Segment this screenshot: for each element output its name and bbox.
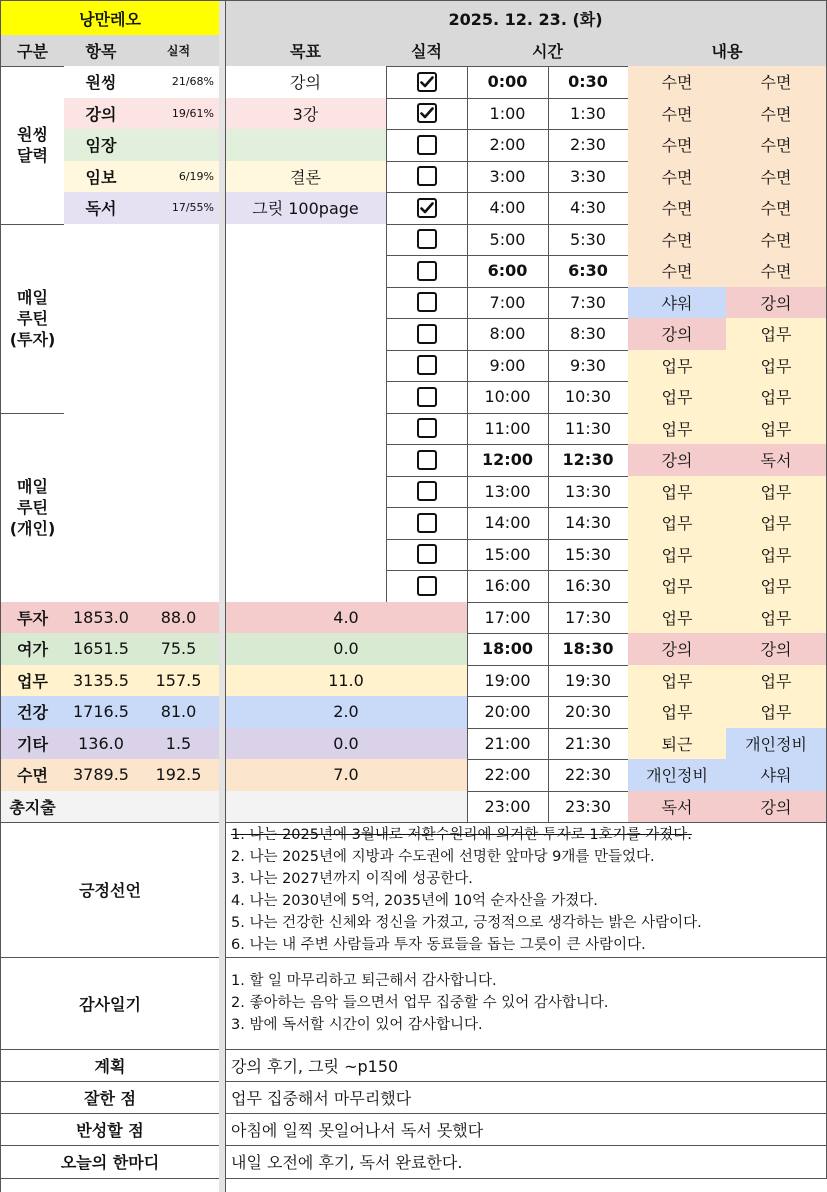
time-start: 14:00 (467, 507, 549, 540)
activity-first-half: 샤워 (628, 287, 727, 320)
activity-first-half: 업무 (628, 507, 727, 540)
time-end: 21:30 (548, 728, 629, 761)
task-rate (138, 287, 220, 320)
summary-actual: 192.5 (138, 759, 220, 792)
summary-actual: 1.5 (138, 728, 220, 761)
activity-second-half: 수면 (726, 192, 827, 225)
task-item (64, 255, 139, 288)
task-item: 임보 (64, 161, 139, 194)
checkbox-unchecked[interactable] (417, 513, 437, 533)
good-points-label: 잘한 점 (1, 1081, 220, 1114)
activity-first-half: 수면 (628, 66, 727, 99)
task-item (64, 224, 139, 257)
task-rate (138, 507, 220, 540)
summary-actual: 81.0 (138, 696, 220, 729)
time-end: 14:30 (548, 507, 629, 540)
time-end: 18:30 (548, 633, 629, 666)
activity-second-half: 독서 (726, 444, 827, 477)
task-goal (225, 476, 387, 509)
time-start: 21:00 (467, 728, 549, 761)
summary-goal: 0.0 (225, 633, 468, 666)
task-check-cell (386, 287, 468, 320)
task-rate (138, 350, 220, 383)
checkbox-checked[interactable] (417, 103, 437, 123)
activity-second-half: 강의 (726, 633, 827, 666)
checkbox-unchecked[interactable] (417, 418, 437, 438)
activity-first-half: 업무 (628, 570, 727, 603)
task-check-cell (386, 98, 468, 131)
summary-goal: 2.0 (225, 696, 468, 729)
activity-first-half: 업무 (628, 696, 727, 729)
activity-second-half: 수면 (726, 255, 827, 288)
header-content: 내용 (628, 35, 827, 67)
summary-actual (138, 791, 220, 824)
time-end: 10:30 (548, 381, 629, 414)
summary-total: 1716.5 (64, 696, 139, 729)
checkbox-unchecked[interactable] (417, 135, 437, 155)
activity-first-half: 퇴근 (628, 728, 727, 761)
affirmations-line: 5. 나는 건강한 신체와 정신을 가졌고, 긍정적으로 생각하는 밝은 사람이다. (231, 914, 702, 931)
frame-border (225, 0, 226, 1192)
task-rate (138, 318, 220, 351)
time-start: 2:00 (467, 129, 549, 162)
time-end: 6:30 (548, 255, 629, 288)
task-check-cell (386, 318, 468, 351)
affirmations-content (225, 822, 827, 958)
time-start: 0:00 (467, 66, 549, 99)
plan-label: 계획 (1, 1049, 220, 1082)
time-start: 16:00 (467, 570, 549, 603)
header-goal: 목표 (225, 35, 387, 67)
summary-total: 3789.5 (64, 759, 139, 792)
task-goal (225, 570, 387, 603)
task-rate (138, 381, 220, 414)
time-start: 20:00 (467, 696, 549, 729)
word-of-day-content: 내일 오전에 후기, 독서 완료한다. (225, 1145, 827, 1179)
time-start: 1:00 (467, 98, 549, 131)
task-item (64, 413, 139, 446)
task-item (64, 476, 139, 509)
activity-second-half: 수면 (726, 224, 827, 257)
time-end: 4:30 (548, 192, 629, 225)
task-goal (225, 381, 387, 414)
time-start: 5:00 (467, 224, 549, 257)
time-end: 9:30 (548, 350, 629, 383)
time-end: 19:30 (548, 665, 629, 698)
checkbox-unchecked[interactable] (417, 355, 437, 375)
activity-second-half: 업무 (726, 318, 827, 351)
checkbox-unchecked[interactable] (417, 292, 437, 312)
activity-second-half: 업무 (726, 602, 827, 635)
activity-second-half: 강의 (726, 791, 827, 824)
planner-date: 2025. 12. 23. (화) (225, 1, 827, 36)
affirmations-line: 6. 나는 내 주변 사람들과 투자 동료들을 돕는 그릇이 큰 사람이다. (231, 936, 646, 953)
activity-second-half: 업무 (726, 507, 827, 540)
reflection-content: 아침에 일찍 못일어나서 독서 못했다 (225, 1113, 827, 1146)
time-start: 18:00 (467, 633, 549, 666)
summary-actual: 157.5 (138, 665, 220, 698)
activity-second-half: 수면 (726, 98, 827, 131)
task-item (64, 539, 139, 572)
summary-label: 건강 (1, 696, 65, 729)
task-check-cell (386, 66, 468, 99)
frame-border (0, 0, 1, 1192)
checkbox-unchecked[interactable] (417, 576, 437, 596)
time-start: 23:00 (467, 791, 549, 824)
header-actual: 실적 (138, 35, 220, 67)
gratitude-journal-line: 2. 좋아하는 음악 들으면서 업무 집중할 수 있어 감사합니다. (231, 995, 609, 1011)
checkbox-checked[interactable] (417, 198, 437, 218)
summary-total: 3135.5 (64, 665, 139, 698)
affirmations-line: 1. 나는 2025년에 3월내로 저환수원리에 의거한 투자로 1호기를 가졌다. (231, 826, 692, 843)
task-goal: 결론 (225, 161, 387, 194)
checkbox-unchecked[interactable] (417, 166, 437, 186)
task-rate: 21/68% (138, 66, 220, 99)
activity-second-half: 업무 (726, 570, 827, 603)
activity-first-half: 업무 (628, 413, 727, 446)
summary-total (64, 791, 139, 824)
activity-second-half: 업무 (726, 381, 827, 414)
time-end: 13:30 (548, 476, 629, 509)
summary-goal: 0.0 (225, 728, 468, 761)
task-check-cell (386, 570, 468, 603)
activity-second-half: 수면 (726, 66, 827, 99)
time-start: 11:00 (467, 413, 549, 446)
task-rate: 19/61% (138, 98, 220, 131)
check-icon (420, 107, 434, 119)
activity-first-half: 수면 (628, 192, 727, 225)
header-done: 실적 (386, 35, 468, 67)
task-rate (138, 255, 220, 288)
summary-goal: 7.0 (225, 759, 468, 792)
summary-label: 기타 (1, 728, 65, 761)
activity-first-half: 강의 (628, 633, 727, 666)
check-icon (420, 202, 434, 214)
task-check-cell (386, 507, 468, 540)
task-item (64, 350, 139, 383)
activity-first-half: 개인정비 (628, 759, 727, 792)
task-goal (225, 507, 387, 540)
task-goal (225, 318, 387, 351)
summary-goal: 4.0 (225, 602, 468, 635)
gratitude-journal-line: 1. 할 일 마무리하고 퇴근해서 감사합니다. (231, 973, 497, 989)
time-start: 22:00 (467, 759, 549, 792)
task-rate (138, 539, 220, 572)
task-goal (225, 444, 387, 477)
checkbox-unchecked[interactable] (417, 387, 437, 407)
good-points-content: 업무 집중해서 마무리했다 (225, 1081, 827, 1114)
task-check-cell (386, 476, 468, 509)
activity-first-half: 강의 (628, 444, 727, 477)
task-rate (138, 444, 220, 477)
activity-first-half: 강의 (628, 318, 727, 351)
time-end: 15:30 (548, 539, 629, 572)
time-end: 5:30 (548, 224, 629, 257)
time-end: 11:30 (548, 413, 629, 446)
time-end: 23:30 (548, 791, 629, 824)
task-goal (225, 255, 387, 288)
task-rate (138, 476, 220, 509)
affirmations-line: 3. 나는 2027년까지 이직에 성공한다. (231, 870, 473, 887)
task-item: 임장 (64, 129, 139, 162)
task-rate (138, 413, 220, 446)
affirmations-label: 긍정선언 (1, 822, 220, 958)
time-end: 20:30 (548, 696, 629, 729)
activity-second-half: 업무 (726, 665, 827, 698)
header-category: 구분 (1, 35, 65, 67)
task-check-cell (386, 539, 468, 572)
checkbox-unchecked[interactable] (417, 261, 437, 281)
task-item (64, 507, 139, 540)
task-rate: 6/19% (138, 161, 220, 194)
summary-actual: 88.0 (138, 602, 220, 635)
affirmations-line: 4. 나는 2030년에 5억, 2035년에 10억 순자산을 가졌다. (231, 892, 598, 909)
time-start: 17:00 (467, 602, 549, 635)
time-start: 4:00 (467, 192, 549, 225)
summary-label: 총지출 (1, 791, 65, 824)
task-goal (225, 350, 387, 383)
checkbox-unchecked[interactable] (417, 229, 437, 249)
header-item: 항목 (64, 35, 139, 67)
time-end: 1:30 (548, 98, 629, 131)
group-label: 매일 루틴 (개인) (1, 413, 65, 603)
summary-total: 1853.0 (64, 602, 139, 635)
word-of-day-label: 오늘의 한마디 (1, 1145, 220, 1179)
time-end: 3:30 (548, 161, 629, 194)
time-end: 12:30 (548, 444, 629, 477)
time-end: 0:30 (548, 66, 629, 99)
task-check-cell (386, 224, 468, 257)
task-check-cell (386, 255, 468, 288)
summary-label: 업무 (1, 665, 65, 698)
task-item: 독서 (64, 192, 139, 225)
activity-first-half: 수면 (628, 129, 727, 162)
activity-second-half: 업무 (726, 413, 827, 446)
summary-goal (225, 791, 468, 824)
affirmations-line: 2. 나는 2025년에 지방과 수도권에 선명한 앞마당 9개를 만들었다. (231, 848, 655, 865)
activity-first-half: 수면 (628, 98, 727, 131)
activity-first-half: 업무 (628, 602, 727, 635)
checkbox-checked[interactable] (417, 72, 437, 92)
time-start: 9:00 (467, 350, 549, 383)
task-rate (138, 570, 220, 603)
activity-second-half: 업무 (726, 539, 827, 572)
group-label: 매일 루틴 (투자) (1, 224, 65, 414)
task-goal (225, 539, 387, 572)
task-rate (138, 129, 220, 162)
task-item (64, 318, 139, 351)
activity-first-half: 업무 (628, 476, 727, 509)
summary-label: 여가 (1, 633, 65, 666)
time-start: 10:00 (467, 381, 549, 414)
activity-second-half: 강의 (726, 287, 827, 320)
check-icon (420, 76, 434, 88)
activity-second-half: 업무 (726, 476, 827, 509)
activity-second-half: 개인정비 (726, 728, 827, 761)
time-end: 17:30 (548, 602, 629, 635)
time-start: 12:00 (467, 444, 549, 477)
gratitude-journal-label: 감사일기 (1, 957, 220, 1050)
gratitude-journal-content (225, 957, 827, 1050)
task-item: 원씽 (64, 66, 139, 99)
summary-label: 투자 (1, 602, 65, 635)
plan-content: 강의 후기, 그릿 ~p150 (225, 1049, 827, 1082)
time-end: 7:30 (548, 287, 629, 320)
task-item (64, 570, 139, 603)
checkbox-unchecked[interactable] (417, 544, 437, 564)
time-end: 8:30 (548, 318, 629, 351)
time-start: 3:00 (467, 161, 549, 194)
summary-total: 1651.5 (64, 633, 139, 666)
checkbox-unchecked[interactable] (417, 324, 437, 344)
task-goal: 그릿 100page (225, 192, 387, 225)
time-start: 8:00 (467, 318, 549, 351)
activity-first-half: 독서 (628, 791, 727, 824)
activity-first-half: 수면 (628, 255, 727, 288)
reflection-label: 반성할 점 (1, 1113, 220, 1146)
task-goal: 3강 (225, 98, 387, 131)
task-goal (225, 224, 387, 257)
task-item (64, 444, 139, 477)
summary-goal: 11.0 (225, 665, 468, 698)
time-start: 15:00 (467, 539, 549, 572)
task-goal (225, 413, 387, 446)
task-check-cell (386, 192, 468, 225)
group-label: 원씽 달력 (1, 66, 65, 225)
checkbox-unchecked[interactable] (417, 481, 437, 501)
time-end: 2:30 (548, 129, 629, 162)
activity-second-half: 수면 (726, 161, 827, 194)
task-check-cell (386, 350, 468, 383)
activity-first-half: 업무 (628, 539, 727, 572)
gratitude-journal-line: 3. 밤에 독서할 시간이 있어 감사합니다. (231, 1017, 483, 1033)
time-start: 13:00 (467, 476, 549, 509)
task-check-cell (386, 413, 468, 446)
activity-second-half: 업무 (726, 696, 827, 729)
task-goal (225, 129, 387, 162)
time-start: 7:00 (467, 287, 549, 320)
task-goal: 강의 (225, 66, 387, 99)
time-end: 22:30 (548, 759, 629, 792)
checkbox-unchecked[interactable] (417, 450, 437, 470)
task-item (64, 381, 139, 414)
task-check-cell (386, 444, 468, 477)
activity-first-half: 업무 (628, 350, 727, 383)
task-goal (225, 287, 387, 320)
activity-first-half: 수면 (628, 224, 727, 257)
task-rate: 17/55% (138, 192, 220, 225)
task-item (64, 287, 139, 320)
summary-actual: 75.5 (138, 633, 220, 666)
activity-second-half: 업무 (726, 350, 827, 383)
header-time: 시간 (467, 35, 629, 67)
planner-owner-name: 낭만레오 (1, 1, 220, 36)
activity-second-half: 샤워 (726, 759, 827, 792)
activity-first-half: 수면 (628, 161, 727, 194)
task-check-cell (386, 161, 468, 194)
activity-second-half: 수면 (726, 129, 827, 162)
task-item: 강의 (64, 98, 139, 131)
frame-border (0, 0, 827, 1)
activity-first-half: 업무 (628, 665, 727, 698)
time-start: 19:00 (467, 665, 549, 698)
summary-total: 136.0 (64, 728, 139, 761)
summary-label: 수면 (1, 759, 65, 792)
task-check-cell (386, 129, 468, 162)
activity-first-half: 업무 (628, 381, 727, 414)
task-check-cell (386, 381, 468, 414)
time-end: 16:30 (548, 570, 629, 603)
task-rate (138, 224, 220, 257)
time-start: 6:00 (467, 255, 549, 288)
